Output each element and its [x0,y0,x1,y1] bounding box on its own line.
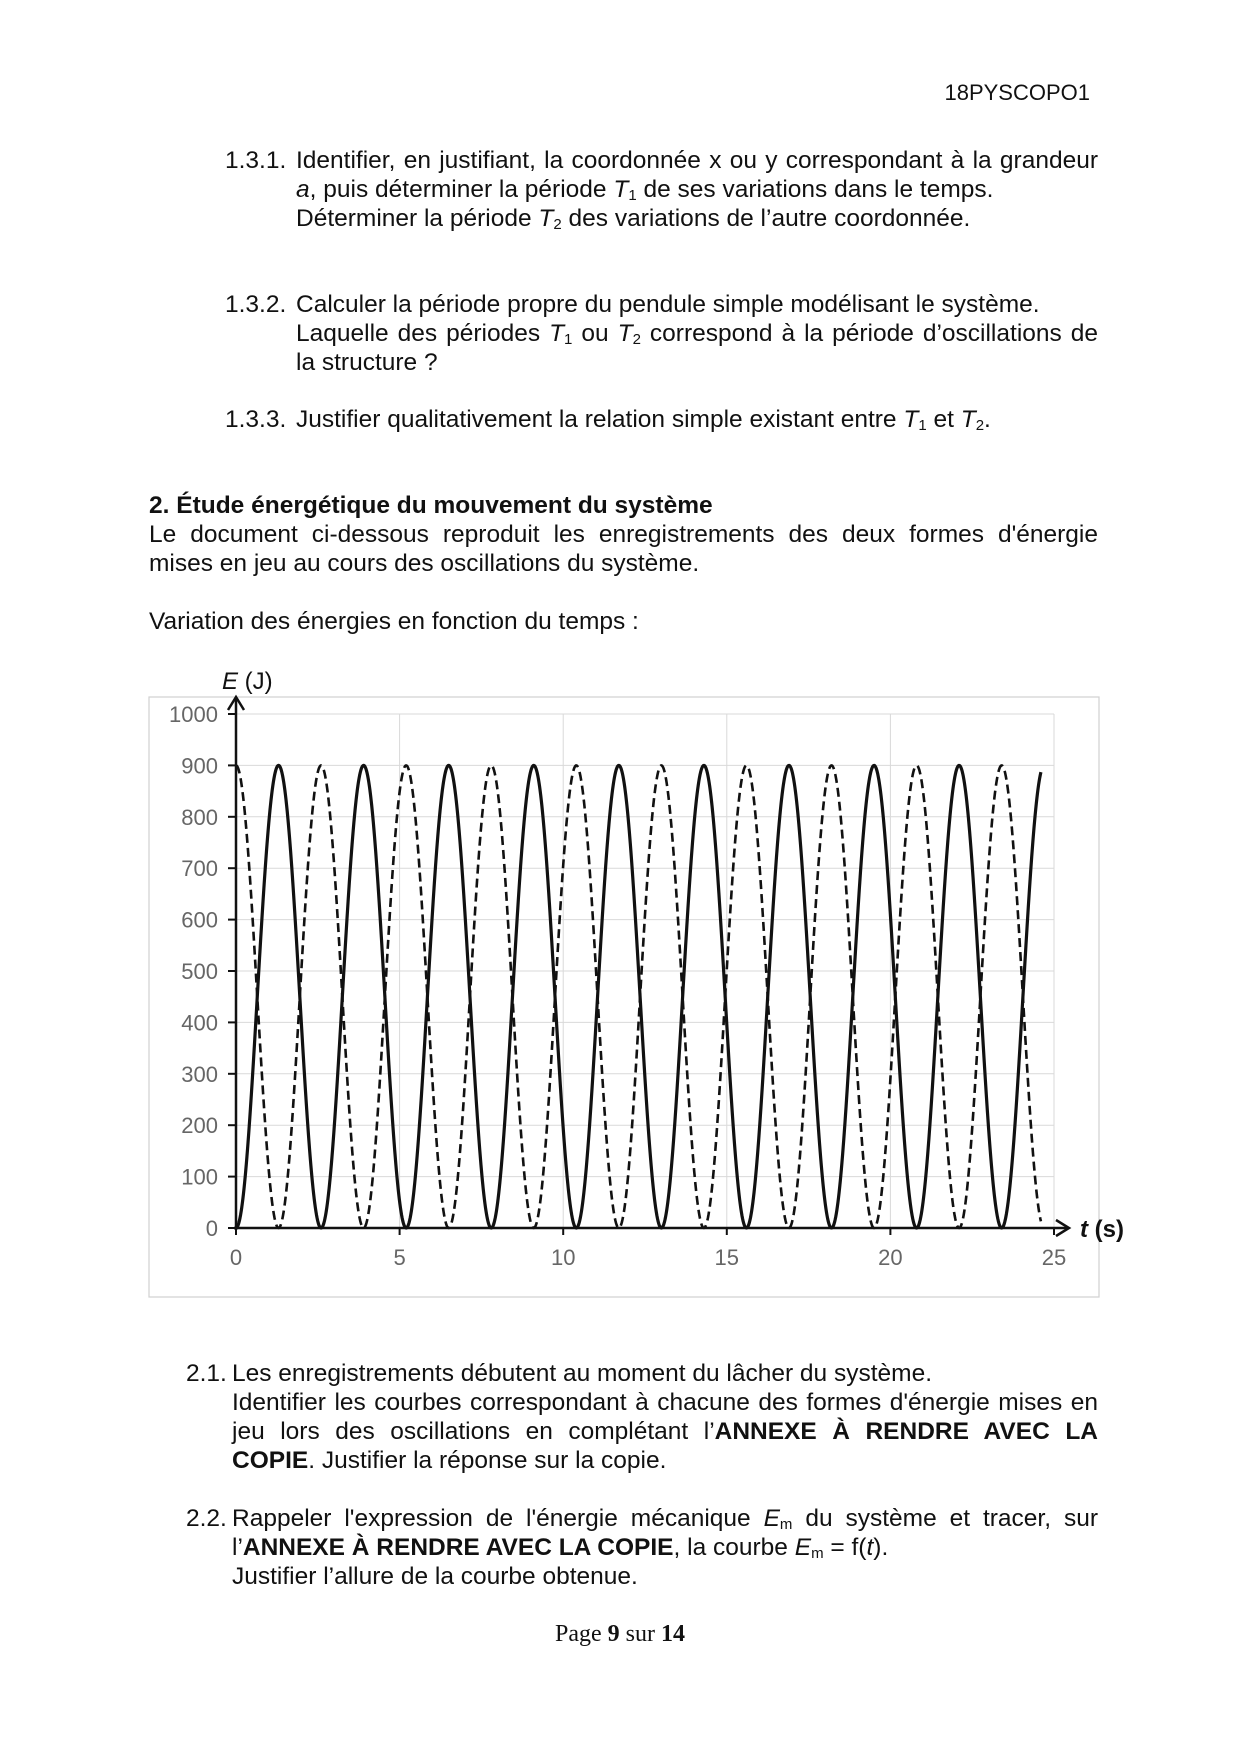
y-tick-label: 300 [181,1061,218,1087]
x-tick-label: 5 [393,1245,406,1270]
chart-ticks [169,702,1066,1270]
y-axis-label: E (J) [222,668,273,695]
x-tick-label: 20 [878,1245,903,1270]
question-text: Les enregistrements débutent au moment du lâcher du système. Identifier les courbes correspondant à chacune des formes d'énergie mises en jeu lors des oscillations en complétant l’ANNEXE À RENDRE AVEC LA COPIE. Justifier la réponse sur la copie. [232,1360,1098,1474]
question-2-1 [186,1359,1098,1475]
series-solid-line [236,765,1041,1228]
question-1-3-3 [225,405,1098,434]
question-number: 2.1. [186,1360,227,1387]
x-axis-arrow [1056,1220,1069,1236]
question-text: Justifier qualitativement la relation simple existant entre $T_1$ et $T_2$. [296,406,991,434]
y-tick-label: 100 [181,1164,218,1190]
y-tick-label: 400 [181,1010,218,1036]
x-tick-label: 25 [1041,1245,1067,1270]
question-1-3-2 [225,290,1098,377]
y-tick-label: 700 [181,856,218,882]
x-axis-label: t (s) [1080,1216,1124,1243]
chart-caption: Variation des énergies en fonction du temps : [149,608,639,635]
section-title: 2. Étude énergétique du mouvement du système [149,492,713,519]
section-intro: Le document ci-dessous reproduit les enregistrements des deux formes d'énergie mises en jeu au cours des oscillations du système. [149,521,1098,577]
x-tick-label: 10 [550,1245,576,1270]
chart-curves [236,765,1041,1228]
y-tick-label: 500 [181,959,218,984]
document-code: 18PYSCOPO1 [944,80,1090,105]
question-number: 1.3.1. [225,147,287,174]
x-tick-label: 15 [714,1245,740,1270]
page-footer: Page 9 sur 14 [555,1621,685,1647]
chart-grid [236,714,1054,1228]
y-tick-label: 200 [181,1113,218,1139]
question-2-2 [186,1504,1098,1591]
y-tick-label: 600 [181,907,218,933]
question-text: Rappeler l'expression de l'énergie mécanique $E_m$ du système et tracer, sur l’ANNEXE À RENDRE AVEC LA COPIE, la courbe $E_m = f(t)$. Justifier l’allure de la courbe obtenue. [232,1505,1098,1590]
chart-frame [149,697,1099,1297]
question-1-3-1 [225,146,1098,233]
y-tick-label: 800 [181,804,218,830]
section-2 [149,491,1098,636]
y-tick-label: 1000 [169,702,218,727]
chart-axes [228,697,1069,1236]
x-tick-label: 0 [229,1245,243,1270]
series-dashed-line [236,765,1041,1228]
question-number: 2.2. [186,1505,227,1532]
question-text: Identifier, en justifiant, la coordonnée x ou y correspondant à la grandeur a, puis déterminer la période $T_1$ de ses variations dans le temps. Déterminer la période $T_2$ des variations de l’autre coordonnée. [296,147,1098,233]
question-number: 1.3.3. [225,406,287,433]
question-number: 1.3.2. [225,291,287,318]
y-axis-arrow [228,697,244,710]
y-tick-label: 0 [205,1216,218,1241]
y-tick-label: 900 [181,753,218,779]
question-text: Calculer la période propre du pendule simple modélisant le système. Laquelle des périodes $T_1$ ou $T_2$ correspond à la période d’oscillations de la structure ? [296,291,1098,376]
